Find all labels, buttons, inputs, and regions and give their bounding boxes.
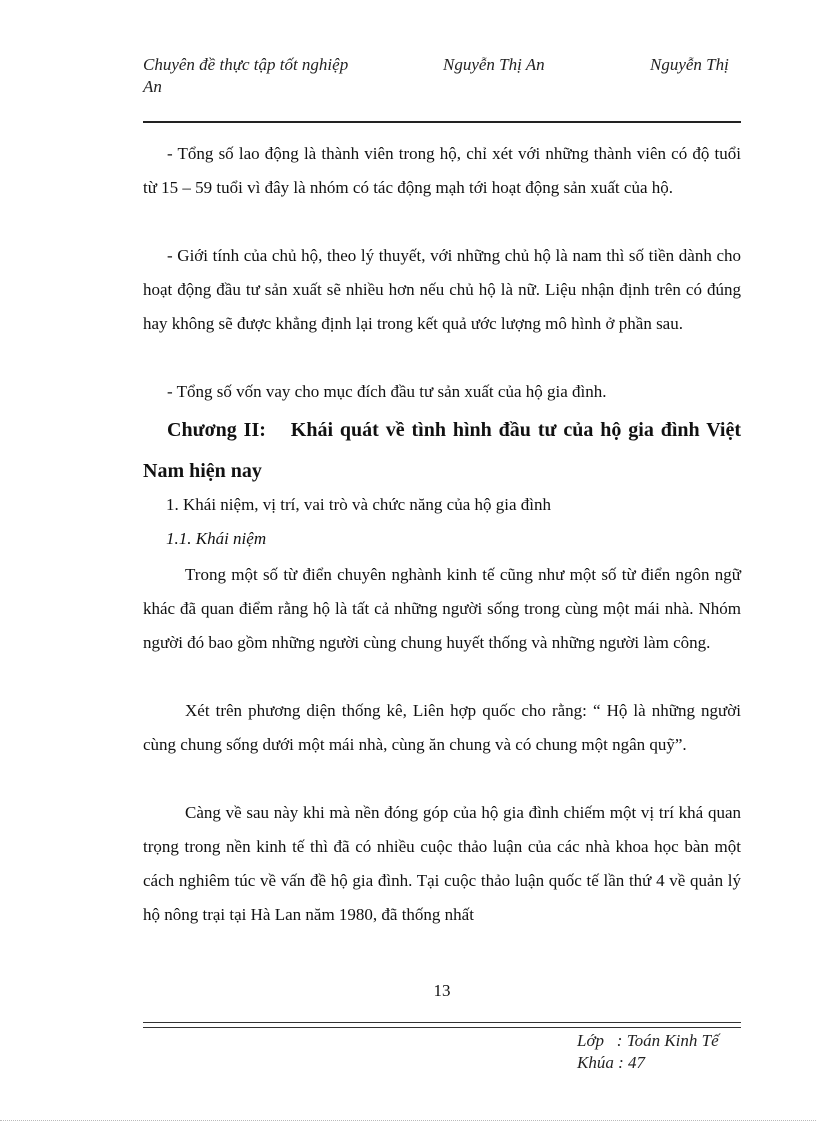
page-edge-divider [0, 1120, 816, 1121]
header-rule [143, 121, 741, 123]
bullet-labor: - Tổng số lao động là thành viên trong hộ, chỉ xét với những thành viên có độ tuổi từ 15 – 59 tuổi vì đây là nhóm có tác động mạh tới hoạt động sản xuất của hộ. [143, 144, 741, 197]
paragraph-3: Càng về sau này khi mà nền đóng góp của hộ gia đình chiếm một vị trí khá quan trọng trong nền kinh tế thì đã có nhiều cuộc thảo luận của các nhà khoa học bàn một cách nghiêm túc về vấn đề hộ gia đình. Tại cuộc thảo luận quốc tế lần thứ 4 về quản lý hộ nông trại tại Hà Lan năm 1980, đã thống nhất [143, 803, 741, 924]
footer-course: Khúa : 47 [577, 1053, 645, 1072]
chapter-heading [143, 410, 741, 492]
footer-class: Lớp : Toán Kinh Tế [577, 1031, 719, 1050]
header-left: Chuyên đề thực tập tốt nghiệp [143, 55, 349, 74]
page-number: 13 [433, 981, 451, 1000]
chapter-title: Khái quát về tình hình đầu tư của hộ gia đình Việt Nam hiện nay [143, 419, 742, 482]
chapter-label: Chương II: [167, 419, 266, 441]
bullet-gender: - Giới tính của chủ hộ, theo lý thuyết, với những chủ hộ là nam thì số tiền dành cho hoạt động đầu tư sản xuất sẽ nhiều hơn nếu chủ hộ là nữ. Liệu nhận định trên có đúng hay không sẽ được khẳng định lại trong kết quả ước lượng mô hình ở phần sau. [143, 246, 741, 333]
paragraph-2: Xét trên phương diện thống kê, Liên hợp quốc cho rằng: “ Hộ là những người cùng chung sống dưới một mái nhà, cùng ăn chung và có chung một ngân quỹ”. [143, 701, 741, 754]
paragraph-1: Trong một số từ điển chuyên nghành kinh tế cũng như một số từ điển ngôn ngữ khác đã quan điểm rằng hộ là tất cả những người sống trong cùng một mái nhà. Nhóm người đó bao gồm những người cùng chung huyết thống và những người làm công. [143, 565, 741, 652]
header-center: Nguyễn Thị An [443, 55, 545, 74]
section-heading: 1. Khái niệm, vị trí, vai trò và chức năng của hộ gia đình [166, 495, 551, 514]
bullet-loan: - Tổng số vốn vay cho mục đích đầu tư sản xuất của hộ gia đình. [167, 382, 607, 401]
subsection-heading: 1.1. Khái niệm [166, 529, 267, 548]
header-wrap: An [143, 77, 162, 96]
header-right: Nguyễn Thị [650, 55, 729, 74]
footer-rule [143, 1022, 741, 1028]
